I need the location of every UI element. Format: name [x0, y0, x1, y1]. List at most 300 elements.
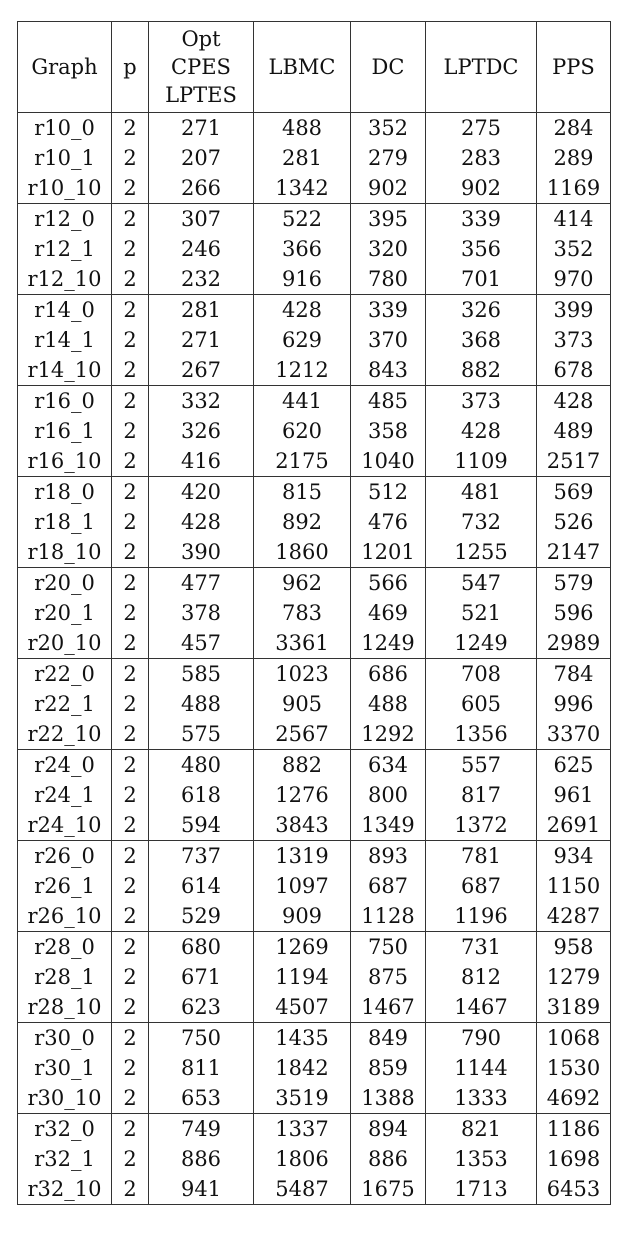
cell-lptdc: 283: [426, 143, 537, 173]
cell-dc: 687: [351, 871, 426, 901]
cell-dc: 634: [351, 750, 426, 781]
cell-graph: r16_10: [18, 446, 112, 477]
cell-opt: 207: [149, 143, 254, 173]
cell-opt: 271: [149, 113, 254, 144]
cell-opt: 416: [149, 446, 254, 477]
table-row: [18, 507, 611, 537]
cell-opt: 246: [149, 234, 254, 264]
table-row: [18, 628, 611, 659]
cell-lptdc: 547: [426, 568, 537, 599]
cell-p: 2: [112, 386, 149, 417]
row-group: [18, 932, 611, 1023]
cell-pps: 996: [537, 689, 611, 719]
cell-graph: r14_0: [18, 295, 112, 326]
cell-opt: 390: [149, 537, 254, 568]
cell-lbmc: 1212: [254, 355, 351, 386]
row-group: [18, 568, 611, 659]
cell-graph: r12_1: [18, 234, 112, 264]
cell-lbmc: 1806: [254, 1144, 351, 1174]
cell-graph: r24_0: [18, 750, 112, 781]
table-row: [18, 932, 611, 963]
cell-lbmc: 1337: [254, 1114, 351, 1145]
table-row: [18, 264, 611, 295]
table-row: [18, 719, 611, 750]
cell-lbmc: 4507: [254, 992, 351, 1023]
cell-opt: 941: [149, 1174, 254, 1205]
header-pps: PPS: [537, 22, 611, 113]
cell-lptdc: 1713: [426, 1174, 537, 1205]
cell-graph: r16_0: [18, 386, 112, 417]
row-group: [18, 1023, 611, 1114]
cell-dc: 750: [351, 932, 426, 963]
table-row: [18, 1174, 611, 1205]
cell-dc: 800: [351, 780, 426, 810]
cell-p: 2: [112, 841, 149, 872]
cell-opt: 307: [149, 204, 254, 235]
cell-p: 2: [112, 750, 149, 781]
cell-p: 2: [112, 659, 149, 690]
cell-lbmc: 2567: [254, 719, 351, 750]
cell-p: 2: [112, 416, 149, 446]
cell-pps: 1186: [537, 1114, 611, 1145]
cell-opt: 480: [149, 750, 254, 781]
cell-p: 2: [112, 901, 149, 932]
cell-graph: r12_0: [18, 204, 112, 235]
cell-lbmc: 428: [254, 295, 351, 326]
cell-graph: r18_0: [18, 477, 112, 508]
cell-lbmc: 3519: [254, 1083, 351, 1114]
cell-pps: 284: [537, 113, 611, 144]
cell-dc: 1201: [351, 537, 426, 568]
table-row: [18, 1053, 611, 1083]
header-lptdc: LPTDC: [426, 22, 537, 113]
cell-lptdc: 373: [426, 386, 537, 417]
cell-graph: r18_1: [18, 507, 112, 537]
cell-opt: 623: [149, 992, 254, 1023]
cell-graph: r26_1: [18, 871, 112, 901]
cell-dc: 485: [351, 386, 426, 417]
cell-graph: r22_1: [18, 689, 112, 719]
table-row: [18, 871, 611, 901]
cell-opt: 737: [149, 841, 254, 872]
cell-graph: r32_0: [18, 1114, 112, 1145]
cell-pps: 3189: [537, 992, 611, 1023]
cell-lbmc: 2175: [254, 446, 351, 477]
cell-opt: 266: [149, 173, 254, 204]
table-row: [18, 780, 611, 810]
cell-opt: 886: [149, 1144, 254, 1174]
table-row: [18, 386, 611, 417]
cell-p: 2: [112, 1114, 149, 1145]
row-group: [18, 477, 611, 568]
cell-p: 2: [112, 932, 149, 963]
cell-p: 2: [112, 537, 149, 568]
cell-graph: r30_0: [18, 1023, 112, 1054]
cell-graph: r24_1: [18, 780, 112, 810]
table-row: [18, 598, 611, 628]
cell-lptdc: 790: [426, 1023, 537, 1054]
cell-p: 2: [112, 173, 149, 204]
row-group: [18, 1114, 611, 1205]
cell-opt: 457: [149, 628, 254, 659]
cell-lptdc: 1196: [426, 901, 537, 932]
row-group: [18, 841, 611, 932]
cell-pps: 352: [537, 234, 611, 264]
cell-opt: 332: [149, 386, 254, 417]
cell-p: 2: [112, 962, 149, 992]
cell-graph: r10_1: [18, 143, 112, 173]
cell-pps: 784: [537, 659, 611, 690]
cell-lbmc: 366: [254, 234, 351, 264]
cell-p: 2: [112, 598, 149, 628]
header-graph: Graph: [18, 22, 112, 113]
cell-opt: 653: [149, 1083, 254, 1114]
cell-opt: 477: [149, 568, 254, 599]
cell-opt: 420: [149, 477, 254, 508]
cell-lptdc: 1356: [426, 719, 537, 750]
cell-pps: 1068: [537, 1023, 611, 1054]
cell-graph: r24_10: [18, 810, 112, 841]
cell-graph: r30_10: [18, 1083, 112, 1114]
cell-graph: r10_10: [18, 173, 112, 204]
cell-opt: 271: [149, 325, 254, 355]
cell-lptdc: 1249: [426, 628, 537, 659]
cell-pps: 1530: [537, 1053, 611, 1083]
cell-lptdc: 1109: [426, 446, 537, 477]
cell-p: 2: [112, 568, 149, 599]
table-row: [18, 537, 611, 568]
cell-dc: 469: [351, 598, 426, 628]
header-row: [18, 22, 611, 113]
cell-pps: 428: [537, 386, 611, 417]
row-group: [18, 750, 611, 841]
cell-lbmc: 1842: [254, 1053, 351, 1083]
cell-lbmc: 522: [254, 204, 351, 235]
table-row: [18, 841, 611, 872]
cell-lbmc: 488: [254, 113, 351, 144]
cell-lptdc: 821: [426, 1114, 537, 1145]
header-dc: DC: [351, 22, 426, 113]
table-row: [18, 689, 611, 719]
cell-dc: 1388: [351, 1083, 426, 1114]
table-row: [18, 1023, 611, 1054]
cell-opt: 680: [149, 932, 254, 963]
cell-opt: 428: [149, 507, 254, 537]
cell-opt: 671: [149, 962, 254, 992]
table-row: [18, 659, 611, 690]
cell-lbmc: 905: [254, 689, 351, 719]
cell-opt: 618: [149, 780, 254, 810]
cell-p: 2: [112, 143, 149, 173]
row-group: [18, 204, 611, 295]
cell-pps: 678: [537, 355, 611, 386]
cell-p: 2: [112, 689, 149, 719]
cell-opt: 326: [149, 416, 254, 446]
cell-lbmc: 620: [254, 416, 351, 446]
cell-lptdc: 817: [426, 780, 537, 810]
cell-dc: 843: [351, 355, 426, 386]
cell-lptdc: 428: [426, 416, 537, 446]
cell-opt: 281: [149, 295, 254, 326]
cell-lptdc: 1467: [426, 992, 537, 1023]
cell-lptdc: 1333: [426, 1083, 537, 1114]
table-row: [18, 446, 611, 477]
table-row: [18, 1083, 611, 1114]
cell-graph: r28_10: [18, 992, 112, 1023]
cell-dc: 875: [351, 962, 426, 992]
cell-dc: 358: [351, 416, 426, 446]
cell-pps: 489: [537, 416, 611, 446]
table-row: [18, 143, 611, 173]
cell-dc: 686: [351, 659, 426, 690]
cell-graph: r26_0: [18, 841, 112, 872]
cell-dc: 1675: [351, 1174, 426, 1205]
cell-lbmc: 892: [254, 507, 351, 537]
cell-lbmc: 909: [254, 901, 351, 932]
cell-pps: 579: [537, 568, 611, 599]
table-row: [18, 325, 611, 355]
cell-lptdc: 368: [426, 325, 537, 355]
row-group: [18, 113, 611, 204]
cell-opt: 575: [149, 719, 254, 750]
cell-p: 2: [112, 871, 149, 901]
cell-pps: 1169: [537, 173, 611, 204]
cell-dc: 1249: [351, 628, 426, 659]
cell-dc: 849: [351, 1023, 426, 1054]
cell-dc: 512: [351, 477, 426, 508]
cell-pps: 2989: [537, 628, 611, 659]
table-row: [18, 204, 611, 235]
cell-opt: 811: [149, 1053, 254, 1083]
cell-pps: 3370: [537, 719, 611, 750]
table-row: [18, 1144, 611, 1174]
cell-dc: 566: [351, 568, 426, 599]
cell-pps: 373: [537, 325, 611, 355]
cell-pps: 961: [537, 780, 611, 810]
table-row: [18, 750, 611, 781]
cell-lbmc: 441: [254, 386, 351, 417]
table-row: [18, 173, 611, 204]
cell-p: 2: [112, 719, 149, 750]
cell-lbmc: 1319: [254, 841, 351, 872]
cell-dc: 1128: [351, 901, 426, 932]
cell-dc: 476: [351, 507, 426, 537]
cell-p: 2: [112, 325, 149, 355]
cell-pps: 1150: [537, 871, 611, 901]
cell-lbmc: 1269: [254, 932, 351, 963]
cell-lptdc: 605: [426, 689, 537, 719]
cell-p: 2: [112, 113, 149, 144]
cell-dc: 902: [351, 173, 426, 204]
cell-lbmc: 1097: [254, 871, 351, 901]
table-row: [18, 477, 611, 508]
header-opt-cpes-lptes: [149, 22, 254, 113]
table-header: [18, 22, 611, 113]
cell-lptdc: 275: [426, 113, 537, 144]
cell-lbmc: 815: [254, 477, 351, 508]
cell-lbmc: 1860: [254, 537, 351, 568]
results-table: [17, 21, 611, 1205]
cell-graph: r20_0: [18, 568, 112, 599]
cell-pps: 4692: [537, 1083, 611, 1114]
cell-dc: 279: [351, 143, 426, 173]
cell-lptdc: 481: [426, 477, 537, 508]
cell-lbmc: 5487: [254, 1174, 351, 1205]
cell-p: 2: [112, 810, 149, 841]
cell-pps: 6453: [537, 1174, 611, 1205]
cell-p: 2: [112, 628, 149, 659]
cell-lbmc: 629: [254, 325, 351, 355]
cell-opt: 594: [149, 810, 254, 841]
table-row: [18, 568, 611, 599]
cell-graph: r14_10: [18, 355, 112, 386]
cell-graph: r28_1: [18, 962, 112, 992]
cell-lptdc: 882: [426, 355, 537, 386]
cell-opt: 750: [149, 1023, 254, 1054]
cell-lbmc: 1435: [254, 1023, 351, 1054]
cell-lbmc: 882: [254, 750, 351, 781]
cell-p: 2: [112, 507, 149, 537]
cell-graph: r10_0: [18, 113, 112, 144]
cell-lptdc: 1372: [426, 810, 537, 841]
cell-graph: r16_1: [18, 416, 112, 446]
cell-dc: 780: [351, 264, 426, 295]
cell-p: 2: [112, 780, 149, 810]
cell-lbmc: 1342: [254, 173, 351, 204]
cell-dc: 339: [351, 295, 426, 326]
cell-graph: r26_10: [18, 901, 112, 932]
cell-opt: 267: [149, 355, 254, 386]
cell-pps: 1698: [537, 1144, 611, 1174]
cell-dc: 352: [351, 113, 426, 144]
cell-p: 2: [112, 204, 149, 235]
row-group: [18, 386, 611, 477]
header-p: p: [112, 22, 149, 113]
cell-lptdc: 356: [426, 234, 537, 264]
cell-p: 2: [112, 992, 149, 1023]
cell-pps: 596: [537, 598, 611, 628]
cell-pps: 2147: [537, 537, 611, 568]
cell-dc: 886: [351, 1144, 426, 1174]
cell-lptdc: 1353: [426, 1144, 537, 1174]
cell-lptdc: 708: [426, 659, 537, 690]
cell-graph: r32_10: [18, 1174, 112, 1205]
cell-pps: 958: [537, 932, 611, 963]
cell-p: 2: [112, 295, 149, 326]
cell-graph: r30_1: [18, 1053, 112, 1083]
cell-p: 2: [112, 355, 149, 386]
table-row: [18, 416, 611, 446]
table-row: [18, 992, 611, 1023]
cell-dc: 893: [351, 841, 426, 872]
cell-lptdc: 812: [426, 962, 537, 992]
cell-p: 2: [112, 264, 149, 295]
cell-lptdc: 326: [426, 295, 537, 326]
cell-pps: 414: [537, 204, 611, 235]
table-row: [18, 810, 611, 841]
cell-dc: 1040: [351, 446, 426, 477]
cell-p: 2: [112, 1023, 149, 1054]
cell-dc: 395: [351, 204, 426, 235]
table-row: [18, 295, 611, 326]
cell-pps: 399: [537, 295, 611, 326]
header-lbmc: LBMC: [254, 22, 351, 113]
cell-dc: 488: [351, 689, 426, 719]
row-group: [18, 659, 611, 750]
cell-dc: 894: [351, 1114, 426, 1145]
cell-lbmc: 3361: [254, 628, 351, 659]
cell-lptdc: 902: [426, 173, 537, 204]
cell-graph: r22_0: [18, 659, 112, 690]
cell-lptdc: 1144: [426, 1053, 537, 1083]
cell-graph: r12_10: [18, 264, 112, 295]
cell-pps: 934: [537, 841, 611, 872]
cell-opt: 378: [149, 598, 254, 628]
cell-p: 2: [112, 1144, 149, 1174]
cell-pps: 289: [537, 143, 611, 173]
cell-lptdc: 687: [426, 871, 537, 901]
header-opt-line-1: Opt: [181, 27, 221, 51]
cell-lbmc: 783: [254, 598, 351, 628]
cell-dc: 1349: [351, 810, 426, 841]
cell-p: 2: [112, 446, 149, 477]
cell-opt: 749: [149, 1114, 254, 1145]
cell-lbmc: 916: [254, 264, 351, 295]
cell-lbmc: 1276: [254, 780, 351, 810]
cell-opt: 585: [149, 659, 254, 690]
table-row: [18, 901, 611, 932]
cell-pps: 2517: [537, 446, 611, 477]
cell-graph: r20_10: [18, 628, 112, 659]
cell-p: 2: [112, 1083, 149, 1114]
cell-p: 2: [112, 234, 149, 264]
cell-pps: 625: [537, 750, 611, 781]
cell-pps: 569: [537, 477, 611, 508]
cell-lptdc: 731: [426, 932, 537, 963]
cell-opt: 488: [149, 689, 254, 719]
cell-graph: r32_1: [18, 1144, 112, 1174]
cell-pps: 2691: [537, 810, 611, 841]
cell-graph: r28_0: [18, 932, 112, 963]
header-opt-line-3: LPTES: [165, 83, 237, 107]
row-group: [18, 295, 611, 386]
cell-lptdc: 557: [426, 750, 537, 781]
cell-dc: 1467: [351, 992, 426, 1023]
cell-graph: r18_10: [18, 537, 112, 568]
cell-dc: 370: [351, 325, 426, 355]
cell-pps: 970: [537, 264, 611, 295]
cell-lbmc: 1194: [254, 962, 351, 992]
cell-graph: r22_10: [18, 719, 112, 750]
cell-lptdc: 521: [426, 598, 537, 628]
table-row: [18, 1114, 611, 1145]
cell-pps: 1279: [537, 962, 611, 992]
table-row: [18, 234, 611, 264]
cell-lbmc: 1023: [254, 659, 351, 690]
table-row: [18, 962, 611, 992]
cell-lptdc: 701: [426, 264, 537, 295]
cell-pps: 526: [537, 507, 611, 537]
cell-pps: 4287: [537, 901, 611, 932]
cell-opt: 614: [149, 871, 254, 901]
cell-lbmc: 3843: [254, 810, 351, 841]
cell-graph: r14_1: [18, 325, 112, 355]
table-row: [18, 113, 611, 144]
cell-lptdc: 732: [426, 507, 537, 537]
cell-dc: 320: [351, 234, 426, 264]
cell-p: 2: [112, 477, 149, 508]
cell-dc: 859: [351, 1053, 426, 1083]
